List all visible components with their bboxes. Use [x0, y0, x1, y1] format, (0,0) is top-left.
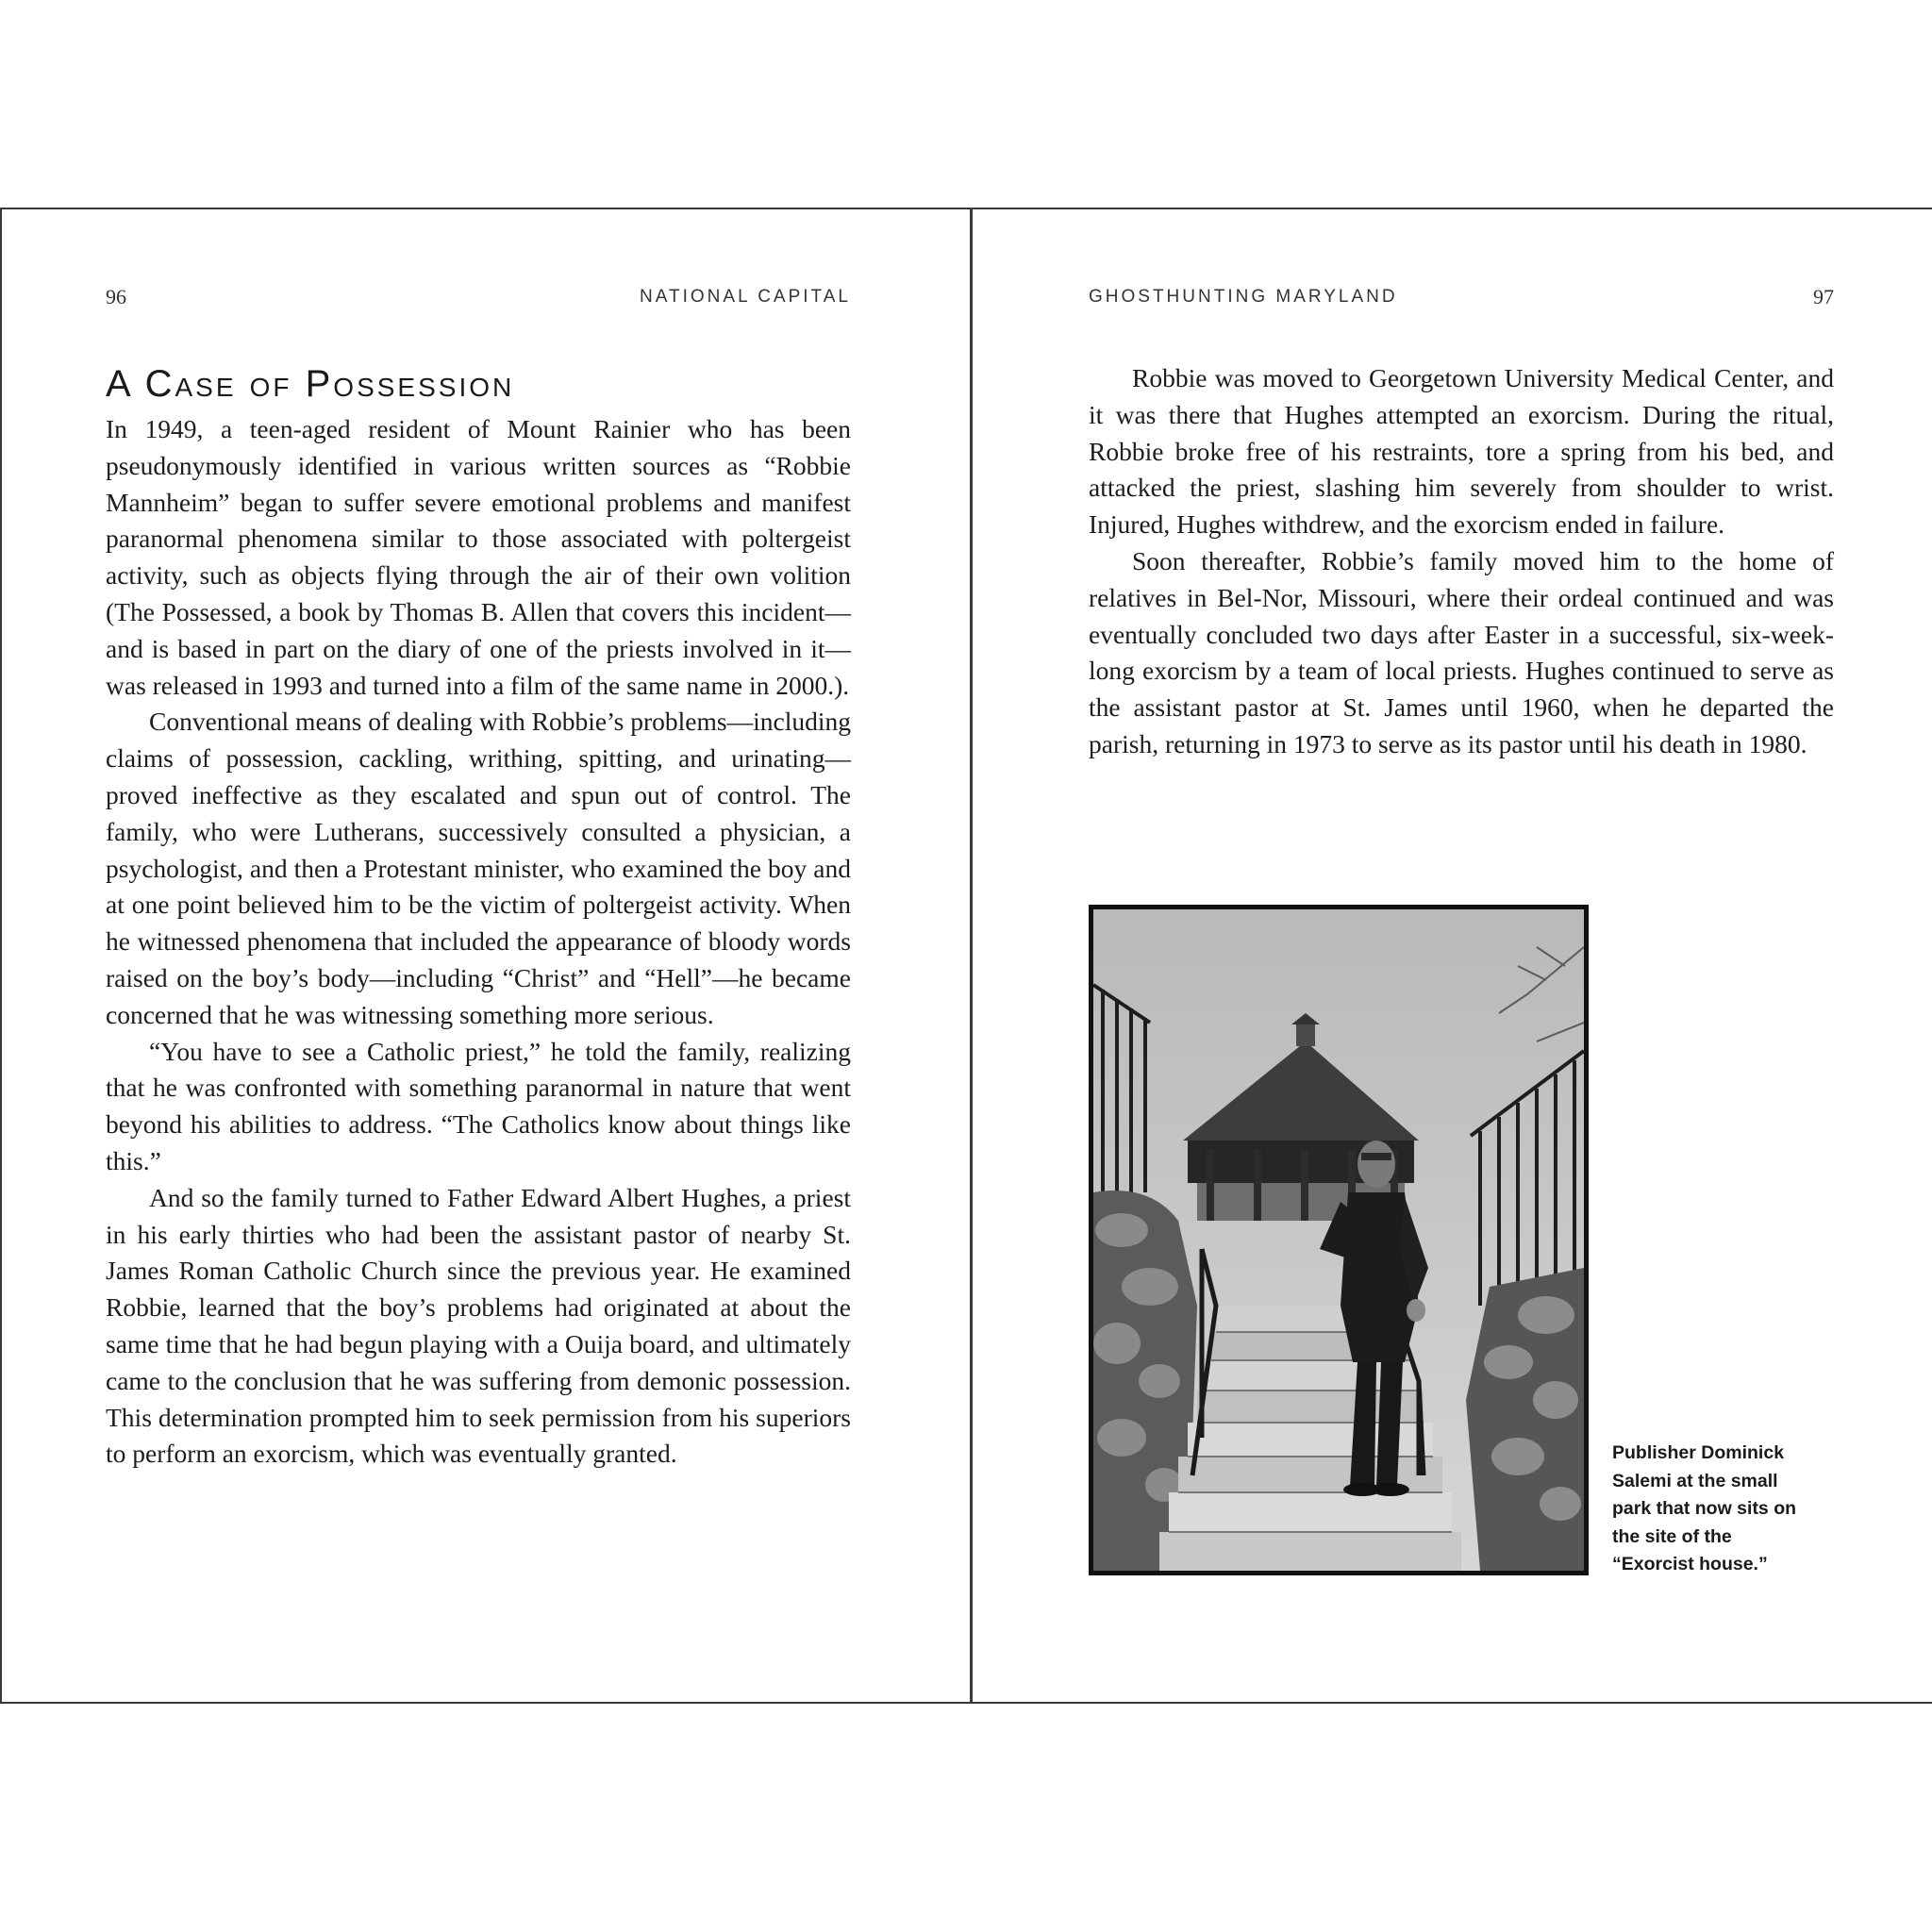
photo-caption: Publisher Dominick Salemi at the small park that now sits on the site of the “Exorcist house.”: [1612, 1442, 1797, 1574]
paragraph: Soon thereafter, Robbie’s family moved him to the home of relatives in Bel-Nor, Missouri, where their ordeal continued and was eventually concluded two days after Easter in a successful, six-week-long exorcism by a team of local priests. Hughes continued to serve as the assistant pastor at St. James until 1960, when he departed the parish, returning in 1973 to serve as its pastor until his death in 1980.: [1089, 545, 1834, 758]
paragraph: And so the family turned to Father Edward Albert Hughes, a priest in his early thirties who had been the assistant pastor of nearby St. James Roman Catholic Church since the previous year. He examined Robbie, learned that the boy’s problems had originated at about the same time that he had begun playing with a Ouija board, and ultimately came to the conclusion that he was suffering from demonic possession. This determination prompted him to seek permission from his superiors to perform an exorcism, which was eventually granted.: [106, 1182, 851, 1469]
paragraph: “You have to see a Catholic priest,” he told the family, realizing that he was confronted with something paranormal in nature that went beyond his abilities to address. “The Catholics know about things like this.”: [106, 1036, 851, 1175]
right-running-head: [1089, 285, 1834, 313]
left-page-number: 96: [106, 285, 126, 308]
photograph: [1089, 905, 1589, 1575]
paragraph: In 1949, a teen-aged resident of Mount Rainier who has been pseudonymously identified in various written sources as “Robbie Mannheim” began to suffer severe emotional problems and manifest paranormal phenomena similar to those associated with poltergeist activity, such as objects flying through the air of their own volition (The Possessed, a book by Thomas B. Allen that covers this incident—and is based in part on the diary of one of the priests involved in it—was released in 1993 and turned into a film of the same name in 2000.).: [106, 414, 851, 700]
paragraph: Conventional means of dealing with Robbie’s problems—including claims of possession, cackling, writhing, spitting, and urinating—proved ineffective as they escalated and spun out of control. The family, who were Lutherans, successively consulted a physician, a psychologist, and then a Protestant minister, who examined the boy and at one point believed him to be the victim of poltergeist activity. When he witnessed phenomena that included the appearance of bloody words raised on the boy’s body—including “Christ” and “Hell”—he became concerned that he was witnessing something more serious.: [106, 707, 851, 1029]
left-page: [106, 209, 851, 1702]
book-spread: [0, 208, 1932, 1704]
photo-park-gazebo-stairs: [1093, 909, 1584, 1571]
right-running-title: GHOSTHUNTING MARYLAND: [1089, 287, 1398, 307]
right-page-number: 97: [1813, 285, 1834, 308]
page-gutter: [970, 209, 973, 1702]
left-body-text: [106, 411, 851, 1473]
right-body-text: [1089, 360, 1834, 763]
left-running-title: NATIONAL CAPITAL: [640, 287, 851, 307]
right-page: [1089, 209, 1834, 1702]
paragraph: Robbie was moved to Georgetown University Medical Center, and it was there that Hughes attempted an exorcism. During the ritual, Robbie broke free of his restraints, tore a spring from his bed, and attacked the priest, slashing him severely from shoulder to wrist. Injured, Hughes withdrew, and the exorcism ended in failure.: [1089, 363, 1834, 540]
left-running-head: [106, 285, 851, 313]
section-title: A Case of Possession: [106, 363, 515, 405]
